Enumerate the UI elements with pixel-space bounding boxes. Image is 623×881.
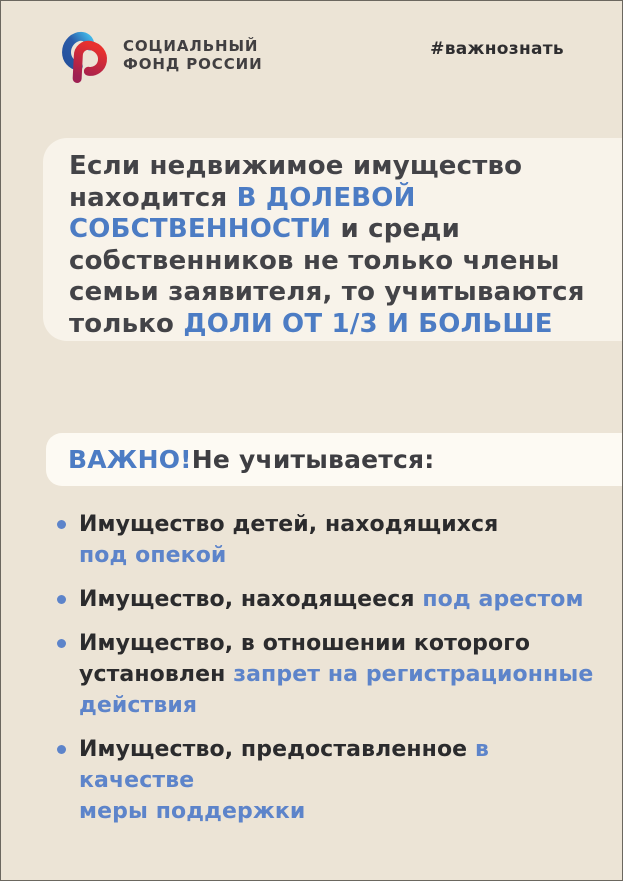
item-seg: Имущество, предоставленное — [79, 737, 475, 762]
item-seg: Имущество, в отношении которого — [79, 631, 531, 656]
bullet-dot-icon — [57, 595, 66, 604]
list-item-text — [79, 584, 584, 615]
headline-seg: находится — [69, 182, 237, 213]
banner-title: Не учитывается: — [191, 445, 435, 474]
item-seg: установлен — [79, 662, 234, 687]
headline-seg: и среди — [331, 214, 460, 244]
list-item — [57, 734, 610, 827]
item-highlight: действия — [79, 693, 198, 718]
logo-text-line1: СОЦИАЛЬНЫЙ — [123, 37, 259, 55]
headline-panel — [43, 138, 622, 341]
bullet-list — [57, 509, 610, 840]
headline-seg: собственников не только члены — [69, 245, 560, 276]
list-item-text — [79, 628, 593, 721]
headline-text — [69, 151, 618, 340]
item-seg: Имущество, находящееся — [79, 587, 423, 612]
logo-text — [123, 37, 263, 73]
item-highlight: запрет на регистрационные — [233, 662, 594, 687]
bullet-dot-icon — [57, 520, 66, 529]
bullet-dot-icon — [57, 745, 66, 754]
list-item — [57, 509, 610, 571]
headline-seg: Если недвижимое имущество — [69, 151, 523, 181]
headline-highlight: ДОЛИ ОТ 1/3 И БОЛЬШЕ — [183, 308, 553, 339]
item-highlight: под арестом — [422, 587, 584, 612]
headline-seg: семьи заявителя, то учитываются — [69, 277, 585, 307]
list-item — [57, 628, 610, 721]
sfr-logo-icon — [57, 25, 113, 85]
bullet-dot-icon — [57, 639, 66, 648]
logo-text-line2: ФОНД РОССИИ — [123, 55, 263, 73]
banner-title-accent: ВАЖНО! — [68, 445, 192, 474]
importance-banner — [46, 433, 622, 486]
list-item — [57, 584, 610, 615]
hashtag-label: #важнознать — [430, 39, 564, 59]
item-seg: Имущество детей, находящихся — [79, 512, 499, 537]
headline-highlight: СОБСТВЕННОСТИ — [69, 214, 332, 244]
item-highlight: под опекой — [79, 543, 227, 568]
headline-highlight: В ДОЛЕВОЙ — [236, 182, 416, 213]
list-item-text — [79, 734, 610, 827]
item-highlight: в качестве — [79, 737, 489, 793]
sfr-logo — [57, 25, 263, 85]
headline-seg: только — [69, 308, 184, 339]
item-highlight: меры поддержки — [79, 799, 306, 824]
list-item-text — [79, 509, 498, 571]
